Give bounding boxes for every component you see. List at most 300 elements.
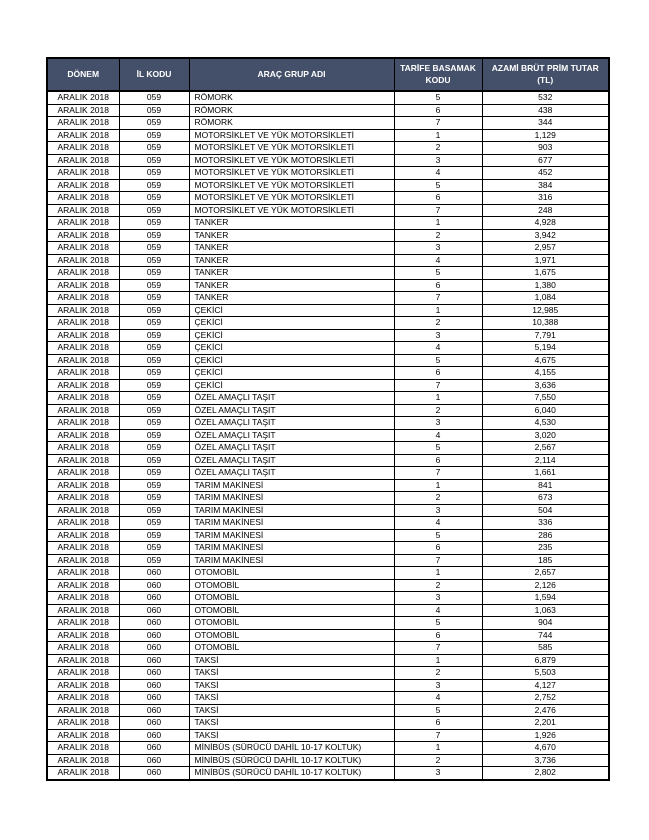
vehicle-group-cell: MOTORSİKLET VE YÜK MOTORSİKLETİ — [189, 129, 394, 142]
province-code-cell: 059 — [119, 479, 189, 492]
period-cell: ARALIK 2018 — [47, 267, 119, 280]
period-cell: ARALIK 2018 — [47, 492, 119, 505]
period-cell: ARALIK 2018 — [47, 429, 119, 442]
vehicle-group-cell: OTOMOBİL — [189, 567, 394, 580]
table-row — [47, 654, 609, 667]
province-code-cell: 060 — [119, 617, 189, 630]
table-row — [47, 229, 609, 242]
table-row — [47, 404, 609, 417]
column-header-donem: DÖNEM — [47, 58, 119, 91]
table-row — [47, 442, 609, 455]
table-row — [47, 679, 609, 692]
province-code-cell: 059 — [119, 492, 189, 505]
province-code-cell: 059 — [119, 142, 189, 155]
province-code-cell: 060 — [119, 704, 189, 717]
period-cell: ARALIK 2018 — [47, 454, 119, 467]
column-header-arac-grup-adi: ARAÇ GRUP ADI — [189, 58, 394, 91]
province-code-cell: 059 — [119, 442, 189, 455]
tariff-step-cell: 2 — [394, 754, 482, 767]
max-premium-cell: 248 — [482, 204, 609, 217]
vehicle-group-cell: MİNİBÜS (SÜRÜCÜ DAHİL 10-17 KOLTUK) — [189, 767, 394, 780]
vehicle-group-cell: ÖZEL AMAÇLI TAŞIT — [189, 467, 394, 480]
vehicle-group-cell: OTOMOBİL — [189, 642, 394, 655]
max-premium-cell: 1,661 — [482, 467, 609, 480]
period-cell: ARALIK 2018 — [47, 142, 119, 155]
province-code-cell: 060 — [119, 717, 189, 730]
vehicle-group-cell: OTOMOBİL — [189, 629, 394, 642]
vehicle-group-cell: TARIM MAKİNESİ — [189, 504, 394, 517]
province-code-cell: 059 — [119, 429, 189, 442]
max-premium-cell: 2,126 — [482, 579, 609, 592]
period-cell: ARALIK 2018 — [47, 704, 119, 717]
max-premium-cell: 1,084 — [482, 292, 609, 305]
period-cell: ARALIK 2018 — [47, 167, 119, 180]
table-row — [47, 267, 609, 280]
tariff-step-cell: 1 — [394, 567, 482, 580]
max-premium-cell: 5,194 — [482, 342, 609, 355]
period-cell: ARALIK 2018 — [47, 229, 119, 242]
table-row — [47, 417, 609, 430]
province-code-cell: 059 — [119, 404, 189, 417]
province-code-cell: 059 — [119, 379, 189, 392]
tariff-step-cell: 5 — [394, 442, 482, 455]
max-premium-cell: 185 — [482, 554, 609, 567]
tariff-step-cell: 3 — [394, 504, 482, 517]
vehicle-group-cell: RÖMORK — [189, 104, 394, 117]
tariff-step-cell: 3 — [394, 592, 482, 605]
province-code-cell: 059 — [119, 179, 189, 192]
max-premium-cell: 841 — [482, 479, 609, 492]
tariff-step-cell: 4 — [394, 342, 482, 355]
max-premium-cell: 4,670 — [482, 742, 609, 755]
province-code-cell: 059 — [119, 467, 189, 480]
max-premium-cell: 677 — [482, 154, 609, 167]
max-premium-cell: 2,752 — [482, 692, 609, 705]
vehicle-group-cell: OTOMOBİL — [189, 604, 394, 617]
period-cell: ARALIK 2018 — [47, 767, 119, 780]
period-cell: ARALIK 2018 — [47, 654, 119, 667]
period-cell: ARALIK 2018 — [47, 254, 119, 267]
tariff-step-cell: 7 — [394, 204, 482, 217]
table-row — [47, 154, 609, 167]
table-row — [47, 542, 609, 555]
province-code-cell: 059 — [119, 267, 189, 280]
max-premium-cell: 286 — [482, 529, 609, 542]
max-premium-cell: 3,636 — [482, 379, 609, 392]
tariff-step-cell: 2 — [394, 317, 482, 330]
table-row — [47, 292, 609, 305]
tariff-step-cell: 5 — [394, 267, 482, 280]
vehicle-group-cell: TARIM MAKİNESİ — [189, 492, 394, 505]
period-cell: ARALIK 2018 — [47, 317, 119, 330]
max-premium-cell: 344 — [482, 117, 609, 130]
max-premium-cell: 3,736 — [482, 754, 609, 767]
table-row — [47, 492, 609, 505]
tariff-step-cell: 4 — [394, 429, 482, 442]
tariff-step-cell: 4 — [394, 517, 482, 530]
vehicle-group-cell: OTOMOBİL — [189, 579, 394, 592]
table-row — [47, 629, 609, 642]
max-premium-cell: 585 — [482, 642, 609, 655]
vehicle-group-cell: TANKER — [189, 242, 394, 255]
period-cell: ARALIK 2018 — [47, 742, 119, 755]
table-row — [47, 579, 609, 592]
table-row — [47, 167, 609, 180]
tariff-step-cell: 3 — [394, 767, 482, 780]
vehicle-group-cell: MOTORSİKLET VE YÜK MOTORSİKLETİ — [189, 179, 394, 192]
tariff-step-cell: 7 — [394, 117, 482, 130]
province-code-cell: 059 — [119, 454, 189, 467]
max-premium-cell: 1,926 — [482, 729, 609, 742]
tariff-step-cell: 7 — [394, 379, 482, 392]
max-premium-cell: 1,594 — [482, 592, 609, 605]
column-header-tarife-basamak-kodu: TARİFE BASAMAK KODU — [394, 58, 482, 91]
province-code-cell: 060 — [119, 667, 189, 680]
vehicle-group-cell: TARIM MAKİNESİ — [189, 517, 394, 530]
province-code-cell: 059 — [119, 292, 189, 305]
province-code-cell: 059 — [119, 304, 189, 317]
period-cell: ARALIK 2018 — [47, 504, 119, 517]
tariff-step-cell: 6 — [394, 454, 482, 467]
tariff-step-cell: 5 — [394, 704, 482, 717]
period-cell: ARALIK 2018 — [47, 542, 119, 555]
tariff-step-cell: 6 — [394, 279, 482, 292]
table-row — [47, 504, 609, 517]
vehicle-group-cell: MOTORSİKLET VE YÜK MOTORSİKLETİ — [189, 167, 394, 180]
table-row — [47, 354, 609, 367]
period-cell: ARALIK 2018 — [47, 192, 119, 205]
tariff-step-cell: 7 — [394, 467, 482, 480]
max-premium-cell: 7,791 — [482, 329, 609, 342]
vehicle-group-cell: TANKER — [189, 254, 394, 267]
province-code-cell: 059 — [119, 117, 189, 130]
max-premium-cell: 4,675 — [482, 354, 609, 367]
tariff-step-cell: 1 — [394, 654, 482, 667]
table-row — [47, 567, 609, 580]
vehicle-group-cell: TANKER — [189, 292, 394, 305]
max-premium-cell: 7,550 — [482, 392, 609, 405]
table-row — [47, 617, 609, 630]
vehicle-group-cell: ÇEKİCİ — [189, 342, 394, 355]
max-premium-cell: 1,063 — [482, 604, 609, 617]
max-premium-cell: 438 — [482, 104, 609, 117]
vehicle-group-cell: ÇEKİCİ — [189, 304, 394, 317]
max-premium-cell: 4,127 — [482, 679, 609, 692]
max-premium-cell: 12,985 — [482, 304, 609, 317]
tariff-step-cell: 3 — [394, 242, 482, 255]
max-premium-cell: 3,020 — [482, 429, 609, 442]
vehicle-group-cell: ÖZEL AMAÇLI TAŞIT — [189, 404, 394, 417]
table-row — [47, 192, 609, 205]
table-row — [47, 342, 609, 355]
max-premium-cell: 532 — [482, 91, 609, 104]
table-row — [47, 254, 609, 267]
tariff-step-cell: 1 — [394, 217, 482, 230]
period-cell: ARALIK 2018 — [47, 617, 119, 630]
column-header-azami-brut-prim-tutar: AZAMİ BRÜT PRİM TUTAR (TL) — [482, 58, 609, 91]
vehicle-group-cell: ÇEKİCİ — [189, 317, 394, 330]
tariff-step-cell: 4 — [394, 254, 482, 267]
table-row — [47, 754, 609, 767]
province-code-cell: 059 — [119, 542, 189, 555]
max-premium-cell: 2,657 — [482, 567, 609, 580]
vehicle-group-cell: ÇEKİCİ — [189, 329, 394, 342]
vehicle-group-cell: RÖMORK — [189, 91, 394, 104]
max-premium-cell: 2,802 — [482, 767, 609, 780]
tariff-step-cell: 1 — [394, 304, 482, 317]
period-cell: ARALIK 2018 — [47, 417, 119, 430]
max-premium-cell: 6,879 — [482, 654, 609, 667]
vehicle-group-cell: ÇEKİCİ — [189, 367, 394, 380]
tariff-step-cell: 7 — [394, 292, 482, 305]
max-premium-cell: 316 — [482, 192, 609, 205]
period-cell: ARALIK 2018 — [47, 104, 119, 117]
max-premium-cell: 4,928 — [482, 217, 609, 230]
vehicle-group-cell: ÖZEL AMAÇLI TAŞIT — [189, 417, 394, 430]
tariff-step-cell: 2 — [394, 579, 482, 592]
period-cell: ARALIK 2018 — [47, 392, 119, 405]
vehicle-group-cell: TANKER — [189, 267, 394, 280]
period-cell: ARALIK 2018 — [47, 304, 119, 317]
period-cell: ARALIK 2018 — [47, 154, 119, 167]
table-row — [47, 667, 609, 680]
max-premium-cell: 2,957 — [482, 242, 609, 255]
period-cell: ARALIK 2018 — [47, 479, 119, 492]
province-code-cell: 059 — [119, 167, 189, 180]
province-code-cell: 060 — [119, 579, 189, 592]
period-cell: ARALIK 2018 — [47, 379, 119, 392]
vehicle-group-cell: TANKER — [189, 229, 394, 242]
table-row — [47, 692, 609, 705]
vehicle-group-cell: OTOMOBİL — [189, 617, 394, 630]
period-cell: ARALIK 2018 — [47, 554, 119, 567]
tariff-step-cell: 3 — [394, 329, 482, 342]
period-cell: ARALIK 2018 — [47, 629, 119, 642]
table-row — [47, 142, 609, 155]
province-code-cell: 059 — [119, 417, 189, 430]
vehicle-group-cell: MİNİBÜS (SÜRÜCÜ DAHİL 10-17 KOLTUK) — [189, 742, 394, 755]
tariff-step-cell: 6 — [394, 542, 482, 555]
vehicle-group-cell: MOTORSİKLET VE YÜK MOTORSİKLETİ — [189, 142, 394, 155]
province-code-cell: 060 — [119, 742, 189, 755]
province-code-cell: 059 — [119, 367, 189, 380]
table-row — [47, 517, 609, 530]
province-code-cell: 059 — [119, 217, 189, 230]
max-premium-cell: 2,476 — [482, 704, 609, 717]
period-cell: ARALIK 2018 — [47, 204, 119, 217]
table-row — [47, 367, 609, 380]
max-premium-cell: 4,530 — [482, 417, 609, 430]
tariff-step-cell: 1 — [394, 742, 482, 755]
province-code-cell: 060 — [119, 604, 189, 617]
column-header-il-kodu: İL KODU — [119, 58, 189, 91]
max-premium-cell: 1,129 — [482, 129, 609, 142]
vehicle-group-cell: ÇEKİCİ — [189, 379, 394, 392]
province-code-cell: 059 — [119, 554, 189, 567]
vehicle-group-cell: MİNİBÜS (SÜRÜCÜ DAHİL 10-17 KOLTUK) — [189, 754, 394, 767]
period-cell: ARALIK 2018 — [47, 729, 119, 742]
tariff-step-cell: 2 — [394, 142, 482, 155]
period-cell: ARALIK 2018 — [47, 642, 119, 655]
table-row — [47, 379, 609, 392]
table-body — [47, 91, 609, 780]
tariff-step-cell: 7 — [394, 729, 482, 742]
vehicle-group-cell: TAKSİ — [189, 679, 394, 692]
header-row — [47, 58, 609, 91]
tariff-step-cell: 6 — [394, 192, 482, 205]
period-cell: ARALIK 2018 — [47, 354, 119, 367]
period-cell: ARALIK 2018 — [47, 517, 119, 530]
tariff-step-cell: 6 — [394, 629, 482, 642]
premium-table — [46, 57, 610, 781]
period-cell: ARALIK 2018 — [47, 667, 119, 680]
table-row — [47, 179, 609, 192]
table-row — [47, 467, 609, 480]
max-premium-cell: 504 — [482, 504, 609, 517]
table-row — [47, 767, 609, 780]
province-code-cell: 059 — [119, 104, 189, 117]
table-row — [47, 392, 609, 405]
table-row — [47, 329, 609, 342]
table-row — [47, 129, 609, 142]
max-premium-cell: 744 — [482, 629, 609, 642]
tariff-step-cell: 5 — [394, 179, 482, 192]
period-cell: ARALIK 2018 — [47, 242, 119, 255]
province-code-cell: 060 — [119, 629, 189, 642]
tariff-step-cell: 3 — [394, 679, 482, 692]
table-row — [47, 704, 609, 717]
vehicle-group-cell: TAKSİ — [189, 729, 394, 742]
province-code-cell: 059 — [119, 229, 189, 242]
table-row — [47, 717, 609, 730]
tariff-step-cell: 3 — [394, 154, 482, 167]
period-cell: ARALIK 2018 — [47, 529, 119, 542]
province-code-cell: 059 — [119, 91, 189, 104]
tariff-step-cell: 1 — [394, 392, 482, 405]
table-row — [47, 317, 609, 330]
province-code-cell: 060 — [119, 679, 189, 692]
max-premium-cell: 6,040 — [482, 404, 609, 417]
period-cell: ARALIK 2018 — [47, 329, 119, 342]
province-code-cell: 060 — [119, 654, 189, 667]
vehicle-group-cell: TARIM MAKİNESİ — [189, 542, 394, 555]
province-code-cell: 060 — [119, 692, 189, 705]
max-premium-cell: 384 — [482, 179, 609, 192]
period-cell: ARALIK 2018 — [47, 604, 119, 617]
table-header — [47, 58, 609, 91]
province-code-cell: 059 — [119, 317, 189, 330]
tariff-step-cell: 4 — [394, 167, 482, 180]
tariff-step-cell: 5 — [394, 617, 482, 630]
vehicle-group-cell: TAKSİ — [189, 704, 394, 717]
period-cell: ARALIK 2018 — [47, 217, 119, 230]
table-row — [47, 304, 609, 317]
table-row — [47, 604, 609, 617]
table-row — [47, 279, 609, 292]
province-code-cell: 060 — [119, 642, 189, 655]
province-code-cell: 060 — [119, 592, 189, 605]
tariff-step-cell: 6 — [394, 717, 482, 730]
tariff-step-cell: 4 — [394, 692, 482, 705]
period-cell: ARALIK 2018 — [47, 367, 119, 380]
vehicle-group-cell: TARIM MAKİNESİ — [189, 554, 394, 567]
max-premium-cell: 1,380 — [482, 279, 609, 292]
max-premium-cell: 235 — [482, 542, 609, 555]
period-cell: ARALIK 2018 — [47, 567, 119, 580]
province-code-cell: 060 — [119, 754, 189, 767]
table-row — [47, 104, 609, 117]
vehicle-group-cell: OTOMOBİL — [189, 592, 394, 605]
tariff-step-cell: 6 — [394, 367, 482, 380]
period-cell: ARALIK 2018 — [47, 129, 119, 142]
tariff-step-cell: 4 — [394, 604, 482, 617]
period-cell: ARALIK 2018 — [47, 179, 119, 192]
period-cell: ARALIK 2018 — [47, 579, 119, 592]
vehicle-group-cell: RÖMORK — [189, 117, 394, 130]
max-premium-cell: 2,201 — [482, 717, 609, 730]
province-code-cell: 060 — [119, 767, 189, 780]
province-code-cell: 060 — [119, 729, 189, 742]
table-row — [47, 429, 609, 442]
province-code-cell: 059 — [119, 242, 189, 255]
province-code-cell: 059 — [119, 154, 189, 167]
vehicle-group-cell: ÖZEL AMAÇLI TAŞIT — [189, 442, 394, 455]
vehicle-group-cell: TANKER — [189, 279, 394, 292]
table-row — [47, 742, 609, 755]
period-cell: ARALIK 2018 — [47, 404, 119, 417]
tariff-step-cell: 2 — [394, 667, 482, 680]
vehicle-group-cell: MOTORSİKLET VE YÜK MOTORSİKLETİ — [189, 204, 394, 217]
max-premium-cell: 2,567 — [482, 442, 609, 455]
tariff-step-cell: 5 — [394, 529, 482, 542]
max-premium-cell: 4,155 — [482, 367, 609, 380]
max-premium-cell: 10,388 — [482, 317, 609, 330]
max-premium-cell: 904 — [482, 617, 609, 630]
period-cell: ARALIK 2018 — [47, 467, 119, 480]
table-row — [47, 454, 609, 467]
period-cell: ARALIK 2018 — [47, 292, 119, 305]
vehicle-group-cell: ÖZEL AMAÇLI TAŞIT — [189, 392, 394, 405]
vehicle-group-cell: MOTORSİKLET VE YÜK MOTORSİKLETİ — [189, 154, 394, 167]
province-code-cell: 060 — [119, 567, 189, 580]
province-code-cell: 059 — [119, 529, 189, 542]
vehicle-group-cell: MOTORSİKLET VE YÜK MOTORSİKLETİ — [189, 192, 394, 205]
province-code-cell: 059 — [119, 354, 189, 367]
max-premium-cell: 452 — [482, 167, 609, 180]
period-cell: ARALIK 2018 — [47, 592, 119, 605]
period-cell: ARALIK 2018 — [47, 117, 119, 130]
max-premium-cell: 903 — [482, 142, 609, 155]
period-cell: ARALIK 2018 — [47, 754, 119, 767]
period-cell: ARALIK 2018 — [47, 679, 119, 692]
table-row — [47, 479, 609, 492]
max-premium-cell: 673 — [482, 492, 609, 505]
max-premium-cell: 1,971 — [482, 254, 609, 267]
province-code-cell: 059 — [119, 204, 189, 217]
vehicle-group-cell: ÖZEL AMAÇLI TAŞIT — [189, 429, 394, 442]
vehicle-group-cell: TAKSİ — [189, 717, 394, 730]
vehicle-group-cell: TANKER — [189, 217, 394, 230]
period-cell: ARALIK 2018 — [47, 442, 119, 455]
table-row — [47, 554, 609, 567]
period-cell: ARALIK 2018 — [47, 91, 119, 104]
province-code-cell: 059 — [119, 254, 189, 267]
table-row — [47, 642, 609, 655]
table-row — [47, 242, 609, 255]
max-premium-cell: 5,503 — [482, 667, 609, 680]
province-code-cell: 059 — [119, 517, 189, 530]
vehicle-group-cell: ÇEKİCİ — [189, 354, 394, 367]
